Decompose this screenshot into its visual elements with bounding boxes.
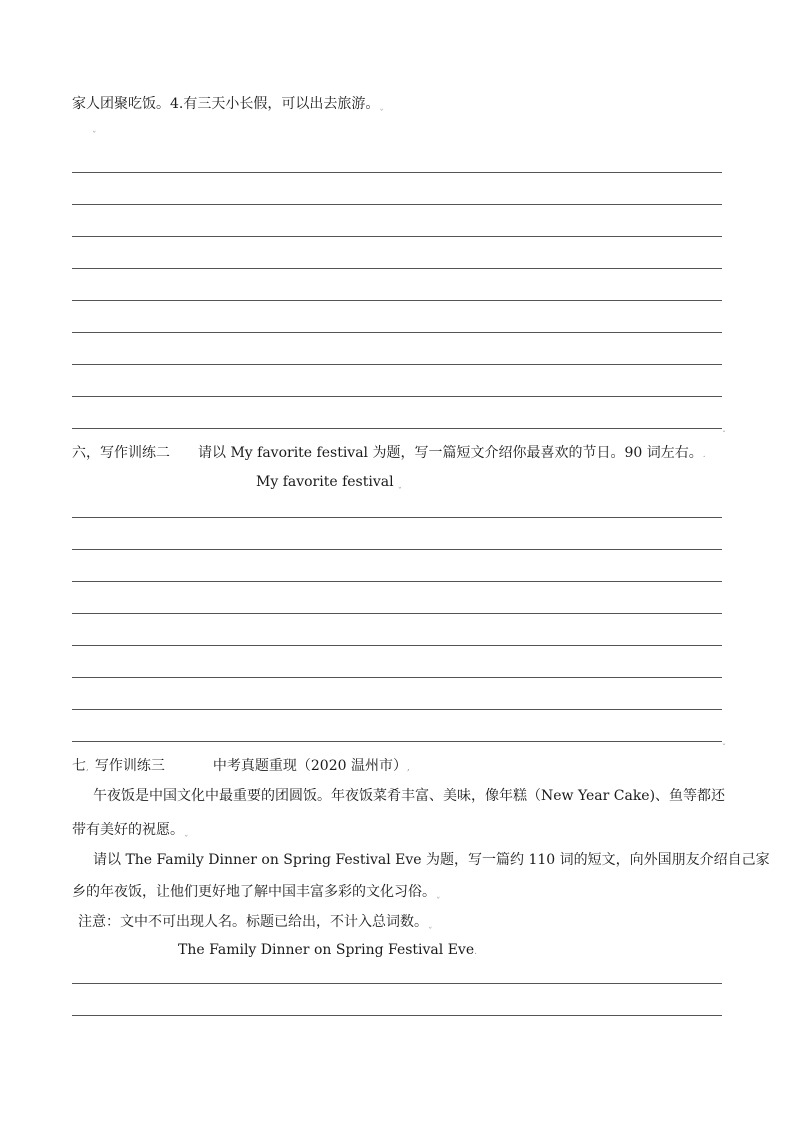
continued-text-line xyxy=(72,94,384,116)
section7-title: The Family Dinner on Spring Festival Eve xyxy=(178,942,475,958)
section6-heading xyxy=(72,443,706,465)
section7-title-line xyxy=(178,940,477,962)
section6-instruction: 请以 My favorite festival 为题，写一篇短文介绍你最喜欢的节日。90 词左右。 xyxy=(198,445,703,461)
section7-para1-line2-text: 带有美好的祝愿。 xyxy=(72,822,184,838)
writing-line xyxy=(72,581,722,582)
writing-line xyxy=(72,364,722,365)
writing-line xyxy=(72,613,722,614)
section7-source: 中考真题重现（2020 温州市） xyxy=(212,758,407,774)
paragraph-mark: ˯ xyxy=(397,479,403,489)
comma-mark: , xyxy=(406,763,410,773)
writing-line xyxy=(72,983,722,984)
writing-line xyxy=(72,741,722,742)
writing-line xyxy=(72,709,722,710)
section7-number: 七 xyxy=(72,758,86,774)
section6-title: My favorite festival xyxy=(256,474,394,490)
section6-number: 六，写作训练二 xyxy=(72,445,170,461)
writing-line xyxy=(72,204,722,205)
section7-note-text: 注意：文中不可出现人名。标题已给出，不计入总词数。 xyxy=(78,914,428,930)
writing-line xyxy=(72,549,722,550)
section7-para2-line2-text: 乡的年夜饭，让他们更好地了解中国丰富多彩的文化习俗。 xyxy=(72,884,436,900)
stub-mark: ˯ xyxy=(92,123,97,133)
paragraph-mark: ˯ xyxy=(184,827,189,837)
writing-line xyxy=(72,396,722,397)
line-end-mark: ˯ xyxy=(722,736,726,745)
continued-text: 家人团聚吃饭。4.有三天小长假，可以出去旅游。 xyxy=(72,96,380,112)
section7-para2-line2 xyxy=(72,882,441,904)
section7-label: 写作训练三 xyxy=(94,758,165,774)
paragraph-mark: ˯ xyxy=(436,889,441,899)
writing-line xyxy=(72,172,722,173)
section7-para1-line1: 午夜饭是中国文化中最重要的团圆饭。年夜饭菜肴丰富、美味，像年糕（New Year Cake)、鱼等都还 xyxy=(93,788,726,804)
line-end-mark: ˯ xyxy=(722,423,726,432)
writing-line xyxy=(72,1015,722,1016)
writing-line xyxy=(72,645,722,646)
writing-line xyxy=(72,428,722,429)
writing-line xyxy=(72,517,722,518)
section7-note xyxy=(78,912,433,934)
paragraph-mark: ˯ xyxy=(379,101,384,111)
dot-mark: . xyxy=(702,450,706,460)
writing-line xyxy=(72,236,722,237)
writing-line xyxy=(72,677,722,678)
paragraph-mark: ˯ xyxy=(428,919,433,929)
section6-title-line xyxy=(256,472,402,494)
writing-line xyxy=(72,268,722,269)
writing-line xyxy=(72,300,722,301)
comma-mark: , xyxy=(86,763,89,773)
section7-para1-line2 xyxy=(72,820,189,842)
section7-heading xyxy=(72,756,410,778)
section7-para2-line1: 请以 The Family Dinner on Spring Festival Eve 为题，写一篇约 110 词的短文，向外国朋友介绍自己家 xyxy=(93,852,770,868)
writing-line xyxy=(72,332,722,333)
dot-mark: . xyxy=(474,947,477,957)
